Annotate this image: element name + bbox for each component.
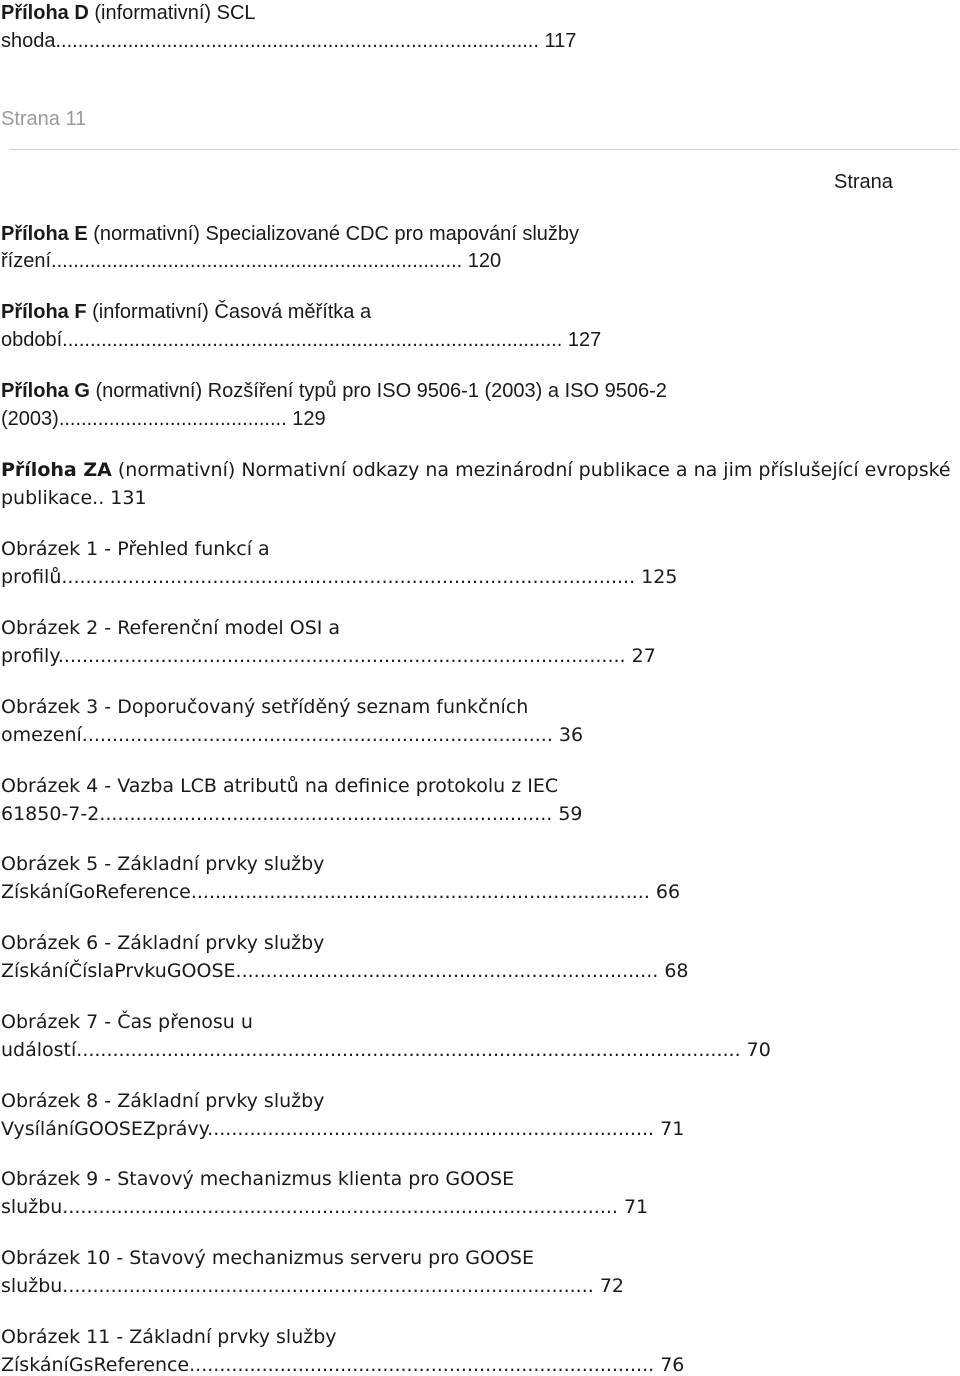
toc-figure-9-page: službu............................................................................................ 71 [1,1196,649,1218]
toc-figure-6-page: ZískáníČíslaPrvkuGOOSE...................................................................... 68 [1,960,689,982]
toc-entry-annex-d-title [1,2,256,24]
toc-figure-5-title: Obrázek 5 - Základní prvky služby [1,853,325,875]
toc-figure-7-title: Obrázek 7 - Čas přenosu u [1,1011,253,1033]
annex-e-label: Příloha E [1,223,88,245]
annex-za-desc: (normativní) Normativní odkazy na mezinárodní publikace a na jim příslušející evropské [111,459,951,481]
toc-entry-annex-za-title [1,459,951,481]
toc-figure-11-title: Obrázek 11 - Základní prvky služby [1,1326,337,1348]
toc-figure-3-title: Obrázek 3 - Doporučovaný setříděný seznam funkčních [1,696,529,718]
toc-figure-9-title: Obrázek 9 - Stavový mechanizmus klienta pro GOOSE [1,1168,515,1190]
toc-figure-2-title: Obrázek 2 - Referenční model OSI a [1,617,341,639]
toc-figure-3-page: omezení.............................................................................. 36 [1,724,584,746]
page-marker: Strana 11 [1,108,87,130]
toc-figure-8-page: VysíláníGOOSEZprávy.......................................................................... 71 [1,1118,685,1140]
annex-f-desc: (informativní) Časová měřítka a [86,301,372,323]
toc-figure-11-page: ZískáníGsReference............................................................................. 76 [1,1354,685,1376]
toc-figure-2-page: profily.............................................................................................. 27 [1,645,656,667]
toc-entry-annex-f-page: období.......................................................................................... 127 [1,329,602,351]
annex-za-label: Příloha ZA [1,459,112,481]
annex-g-label: Příloha G [1,380,90,402]
toc-figure-10-page: službu........................................................................................ 72 [1,1275,624,1297]
toc-figure-6-title: Obrázek 6 - Základní prvky služby [1,932,325,954]
toc-entry-annex-g-page: (2003)......................................... 129 [1,408,326,430]
toc-figure-1-page: profilů............................................................................................... 125 [1,566,678,588]
toc-entry-annex-d-page: shoda....................................................................................... 117 [1,30,577,52]
toc-figure-4-title: Obrázek 4 - Vazba LCB atributů na definice protokolu z IEC [1,775,559,797]
toc-entry-annex-f-title [1,301,371,323]
annex-f-label: Příloha F [1,301,87,323]
annex-d-label: Příloha D [1,2,89,24]
toc-figure-5-page: ZískáníGoReference............................................................................ 66 [1,881,681,903]
toc-figure-8-title: Obrázek 8 - Základní prvky služby [1,1090,325,1112]
toc-figure-10-title: Obrázek 10 - Stavový mechanizmus serveru pro GOOSE [1,1247,534,1269]
column-header-page: Strana [834,171,893,193]
divider [10,149,958,150]
toc-entry-annex-e-page: řízení.......................................................................... 120 [1,250,502,272]
toc-entry-annex-e-title [1,223,579,245]
toc-figure-1-title: Obrázek 1 - Přehled funkcí a [1,538,270,560]
annex-e-desc: (normativní) Specializované CDC pro mapování služby [87,223,580,245]
toc-entry-annex-g-title [1,380,667,402]
toc-figure-4-page: 61850-7-2........................................................................... 59 [1,803,583,825]
toc-entry-annex-za-page: publikace.. 131 [1,487,147,509]
annex-g-desc: (normativní) Rozšíření typů pro ISO 9506-1 (2003) a ISO 9506-2 [89,380,667,402]
annex-d-desc: (informativní) SCL [88,2,256,24]
toc-figure-7-page: událostí.............................................................................................................. 70 [1,1039,771,1061]
